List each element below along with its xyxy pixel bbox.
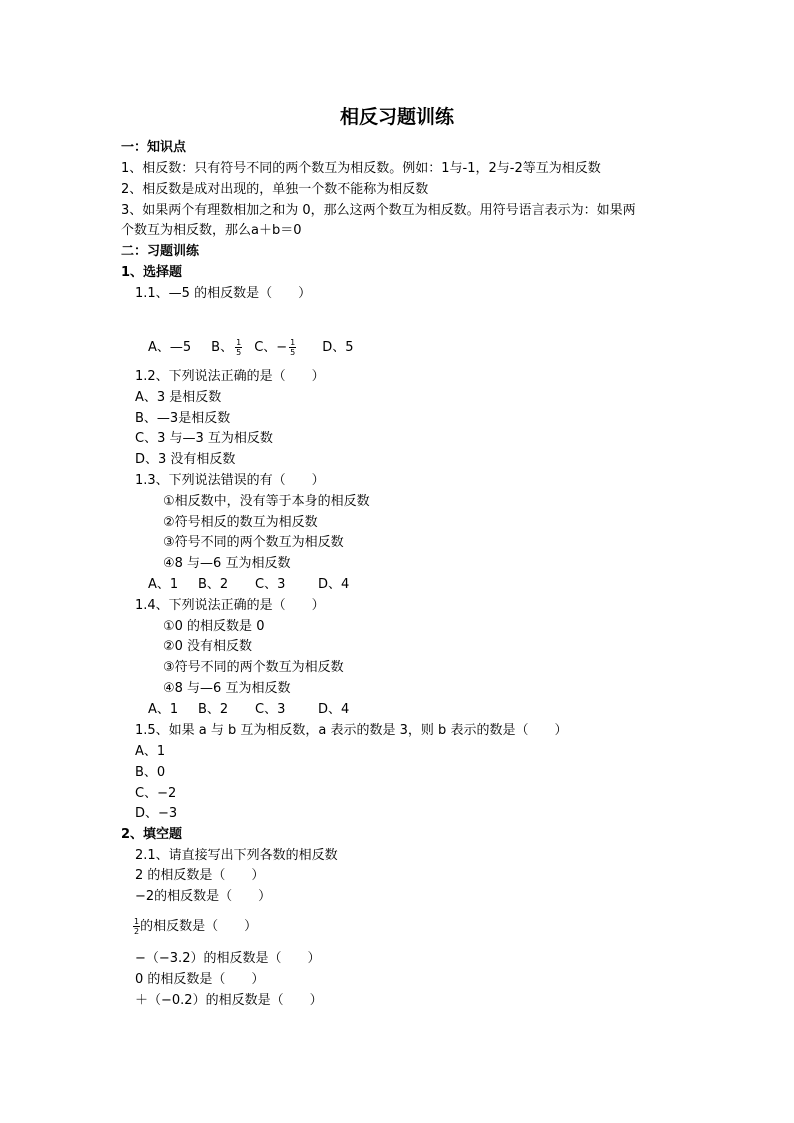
question-1-2-option-d: D、3 没有相反数 — [135, 452, 236, 467]
question-1-2-stem: 1.2、下列说法正确的是（ ） — [135, 369, 325, 384]
question-1-4-statement-2: ②0 没有相反数 — [163, 639, 253, 654]
question-1-3-option-d: D、4 — [318, 577, 350, 592]
question-1-4-option-d: D、4 — [318, 702, 350, 717]
question-1-1-stem: 1.1、—5 的相反数是（ ） — [135, 286, 312, 301]
question-1-3-statement-4: ④8 与—6 互为相反数 — [163, 556, 291, 571]
question-1-3-option-a: A、1 — [148, 577, 179, 592]
fill-item-3-fraction: $\frac{1}{2}$ — [134, 917, 140, 936]
question-1-3-statement-2: ②符号相反的数互为相反数 — [163, 515, 318, 530]
question-1-4-stem: 1.4、下列说法正确的是（ ） — [135, 598, 325, 613]
question-1-3-statement-3: ③符号不同的两个数互为相反数 — [163, 535, 344, 550]
question-1-3-option-b: B、2 — [198, 577, 229, 592]
option-b-fraction: $\frac{1}{5}$ — [236, 338, 242, 357]
section-heading-knowledge: 一：知识点 — [121, 140, 187, 155]
fill-item-1: 2 的相反数是（ ） — [135, 868, 265, 883]
fill-item-5: 0 的相反数是（ ） — [135, 972, 265, 987]
page-title: 相反习题训练 — [339, 106, 454, 128]
question-1-3-statement-1: ①相反数中，没有等于本身的相反数 — [163, 494, 370, 509]
fill-heading: 2、填空题 — [121, 827, 183, 842]
question-1-4-statement-1: ①0 的相反数是 0 — [163, 619, 265, 634]
question-1-5-stem: 1.5、如果 a 与 b 互为相反数，a 表示的数是 3，则 b 表示的数是（ ） — [135, 723, 568, 738]
question-1-5-option-a: A、1 — [135, 744, 166, 759]
question-1-4-option-a: A、1 — [148, 702, 179, 717]
fill-item-2: −2的相反数是（ ） — [135, 889, 272, 904]
question-1-5-option-b: B、0 — [135, 765, 166, 780]
question-1-4-statement-4: ④8 与—6 互为相反数 — [163, 681, 291, 696]
question-1-3-stem: 1.3、下列说法错误的有（ ） — [135, 473, 325, 488]
knowledge-point-1: 1、相反数：只有符号不同的两个数互为相反数。例如：1与-1，2与-2等互为相反数 — [121, 161, 601, 176]
question-1-2-option-c: C、3 与—3 互为相反数 — [135, 431, 273, 446]
section-heading-exercises: 二：习题训练 — [121, 244, 200, 259]
question-1-3-option-c: C、3 — [255, 577, 286, 592]
fill-item-3-text: 的相反数是（ ） — [140, 919, 258, 934]
option-a: A、—5 — [148, 340, 192, 355]
knowledge-point-3-line1: 3、如果两个有理数相加之和为 0，那么这两个数互为相反数。用符号语言表示为：如果两 — [121, 203, 636, 218]
question-1-2-option-b: B、—3是相反数 — [135, 411, 231, 426]
option-d: D、5 — [322, 340, 354, 355]
question-1-5-option-d: D、−3 — [135, 806, 178, 821]
question-1-1-options — [148, 338, 354, 357]
option-c-prefix: C、− — [254, 340, 288, 355]
question-1-5-option-c: C、−2 — [135, 786, 177, 801]
knowledge-point-2: 2、相反数是成对出现的，单独一个数不能称为相反数 — [121, 182, 429, 197]
question-1-2-option-a: A、3 是相反数 — [135, 390, 222, 405]
knowledge-point-3-line2: 个数互为相反数，那么a＋b＝0 — [121, 223, 302, 238]
option-c-fraction: $\frac{1}{5}$ — [290, 338, 296, 357]
option-b-prefix: B、 — [211, 340, 234, 355]
choice-heading: 1、选择题 — [121, 265, 183, 280]
question-1-4-option-c: C、3 — [255, 702, 286, 717]
question-1-4-statement-3: ③符号不同的两个数互为相反数 — [163, 660, 344, 675]
fill-item-6: ＋（−0.2）的相反数是（ ） — [135, 993, 323, 1008]
fill-item-4: −（−3.2）的相反数是（ ） — [135, 951, 321, 966]
question-1-4-option-b: B、2 — [198, 702, 229, 717]
fill-item-3 — [133, 917, 257, 936]
fill-2-1-intro: 2.1、请直接写出下列各数的相反数 — [135, 848, 338, 863]
